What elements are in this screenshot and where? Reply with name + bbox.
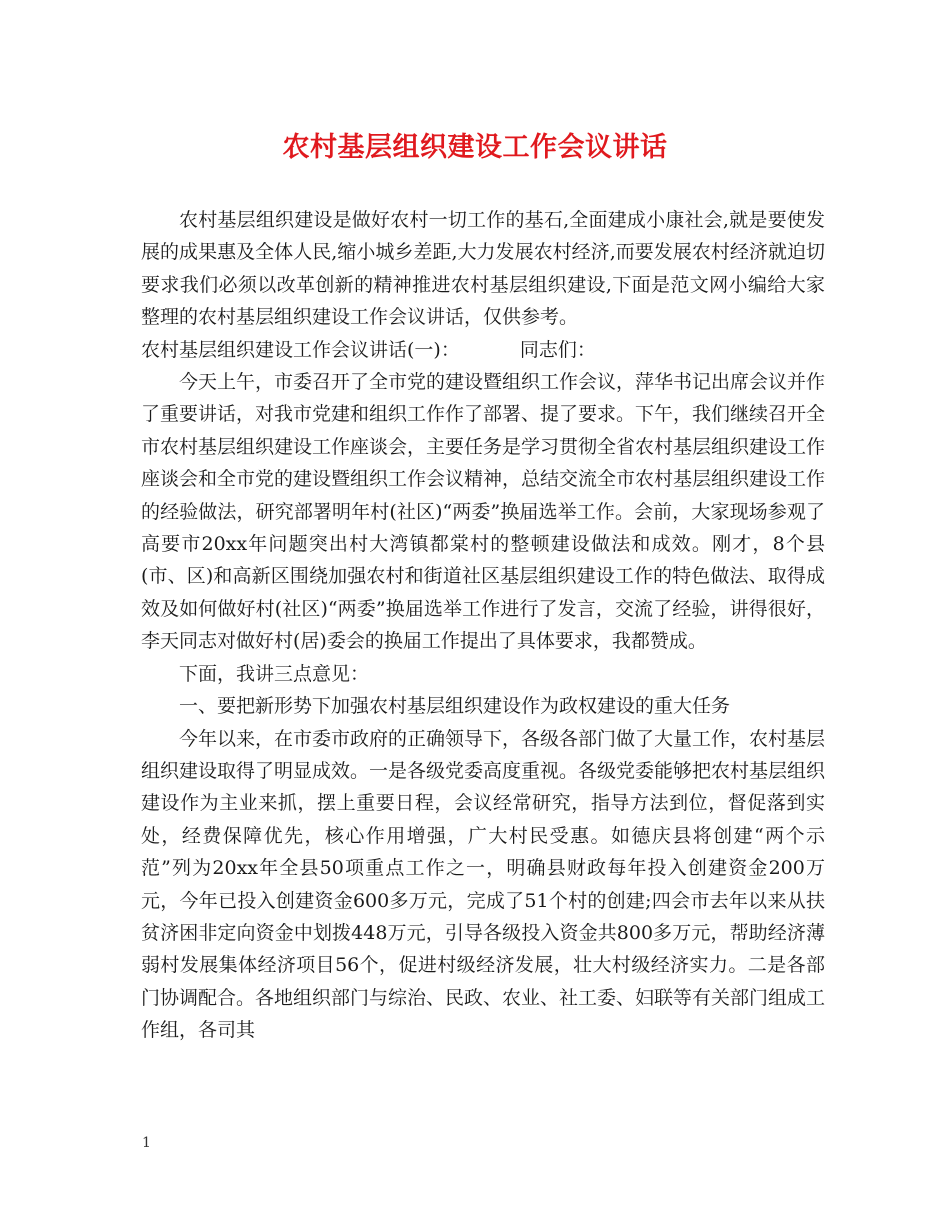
section-one-heading: 一、要把新形势下加强农村基层组织建设作为政权建设的重大任务: [179, 695, 731, 718]
body-paragraph-1: 今天上午，市委召开了全市党的建设暨组织工作会议，萍华书记出席会议并作了重要讲话，对我市党建和组织工作作了部署、提了要求。下午，我们继续召开全市农村基层组织建设工作座谈会，主要任务是学习贯彻全省农村基层组织建设工作座谈会和全市党的建设暨组织工作会议精神，总结交流全市农村基层组织建设工作的经验做法，研究部署明年村(社区)“两委”换届选举工作。会前，大家现场参观了高要市20xx年问题突出村大湾镇都棠村的整顿建设做法和成效。刚才，8个县(市、区)和高新区围绕加强农村和街道社区基层组织建设工作的特色做法、取得成效及如何做好村(社区)“两委”换届选举工作进行了发言，交流了经验，讲得很好，李天同志对做好村(居)委会的换届工作提出了具体要求，我都赞成。: [141, 371, 826, 653]
document-title: 农村基层组织建设工作会议讲话: [282, 132, 668, 163]
section-heading: 农村基层组织建设工作会议讲话(一)：: [141, 338, 460, 361]
body-paragraph-3: 今年以来，在市委市政府的正确领导下，各级各部门做了大量工作，农村基层组织建设取得了明显成效。一是各级党委高度重视。各级党委能够把农村基层组织建设作为主业来抓，摆上重要日程，会议经常研究，指导方法到位，督促落到实处，经费保障优先，核心作用增强，广大村民受惠。如德庆县将创建“两个示范”列为20xx年全县50项重点工作之一，明确县财政每年投入创建资金200万元，今年已投入创建资金600多万元，完成了51个村的创建;四会市去年以来从扶贫济困非定向资金中划拨448万元，引导各级投入资金共800多万元，帮助经济薄弱村发展集体经济项目56个，促进村级经济发展，壮大村级经济实力。二是各部门协调配合。各地组织部门与综治、民政、农业、社工委、妇联等有关部门组成工作组，各司其: [141, 727, 826, 1042]
salutation: 同志们：: [519, 338, 596, 361]
section-heading-line: [141, 334, 825, 366]
document-body: [141, 204, 825, 1047]
intro-paragraph: 农村基层组织建设是做好农村一切工作的基石,全面建成小康社会,就是要使发展的成果惠及全体人民,缩小城乡差距,大力发展农村经济,而要发展农村经济就迫切要求我们必须以改革创新的精神推进农村基层组织建设,下面是范文网小编给大家整理的农村基层组织建设工作会议讲话，仅供参考。: [141, 209, 825, 329]
body-paragraph-2: 下面，我讲三点意见：: [179, 662, 370, 685]
page-number: 1: [142, 1135, 151, 1151]
